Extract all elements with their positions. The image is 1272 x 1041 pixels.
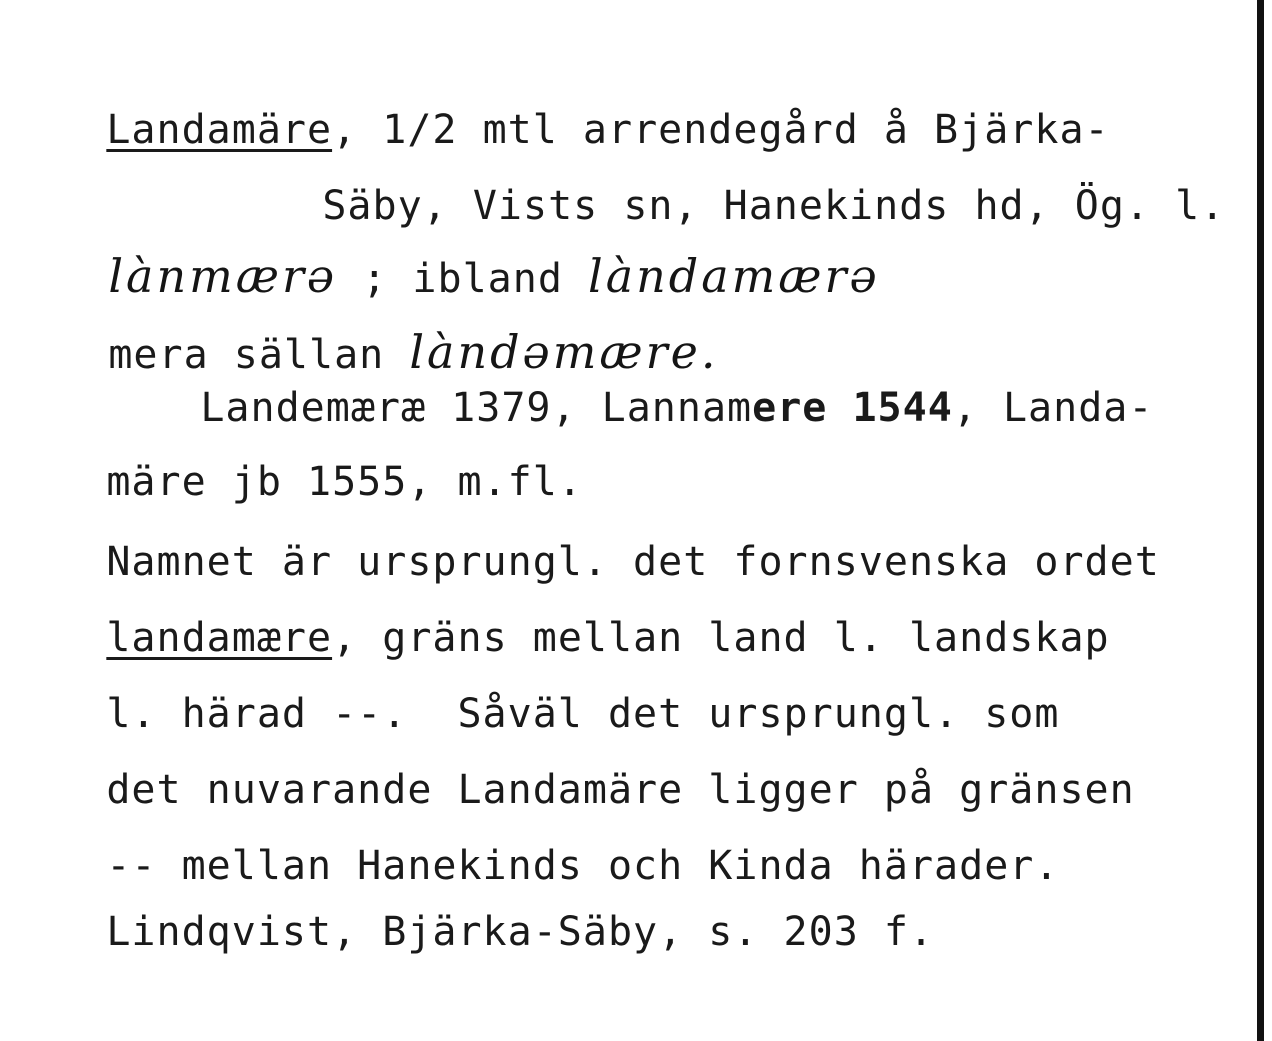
line-5-text-a: Landemæræ 1379, Lannam (200, 385, 753, 431)
source-reference: Lindqvist, Bjärka-Säby, s. 203 f. (106, 909, 935, 955)
line-9-text: l. härad --. Såväl det ursprungl. som (106, 691, 1060, 737)
pronunciation-1: lànmærə (108, 249, 338, 303)
line-2-text: Säby, Vists sn, Hanekinds hd, Ög. l. (322, 183, 1226, 229)
line-3-text: ; ibland (337, 256, 588, 302)
line-12 (6, 860, 934, 1004)
line-6-text: märe jb 1555, m.fl. (106, 459, 583, 505)
line-5-text-c: , Landa- (952, 385, 1154, 431)
line-1-text: , 1/2 mtl arrendegård å Bjärka- (332, 107, 1110, 153)
card-edge (1257, 0, 1264, 1041)
pronunciation-3: làndəmære. (409, 325, 719, 379)
line-7-text: Namnet är ursprungl. det fornsvenska ordet (106, 539, 1160, 585)
line-8-text: , gräns mellan land l. landskap (332, 615, 1110, 661)
line-11-text: -- mellan Hanekinds och Kinda härader. (106, 843, 1060, 889)
headword: Landamäre (106, 107, 333, 153)
underlined-term: landamære (106, 615, 333, 661)
line-10-text: det nuvarande Landamäre ligger på gränsen (106, 767, 1135, 813)
line-4-text: mera sällan (108, 332, 410, 378)
pronunciation-2: làndamærə (588, 249, 880, 303)
line-5-text-b: ere 1544 (752, 385, 953, 431)
